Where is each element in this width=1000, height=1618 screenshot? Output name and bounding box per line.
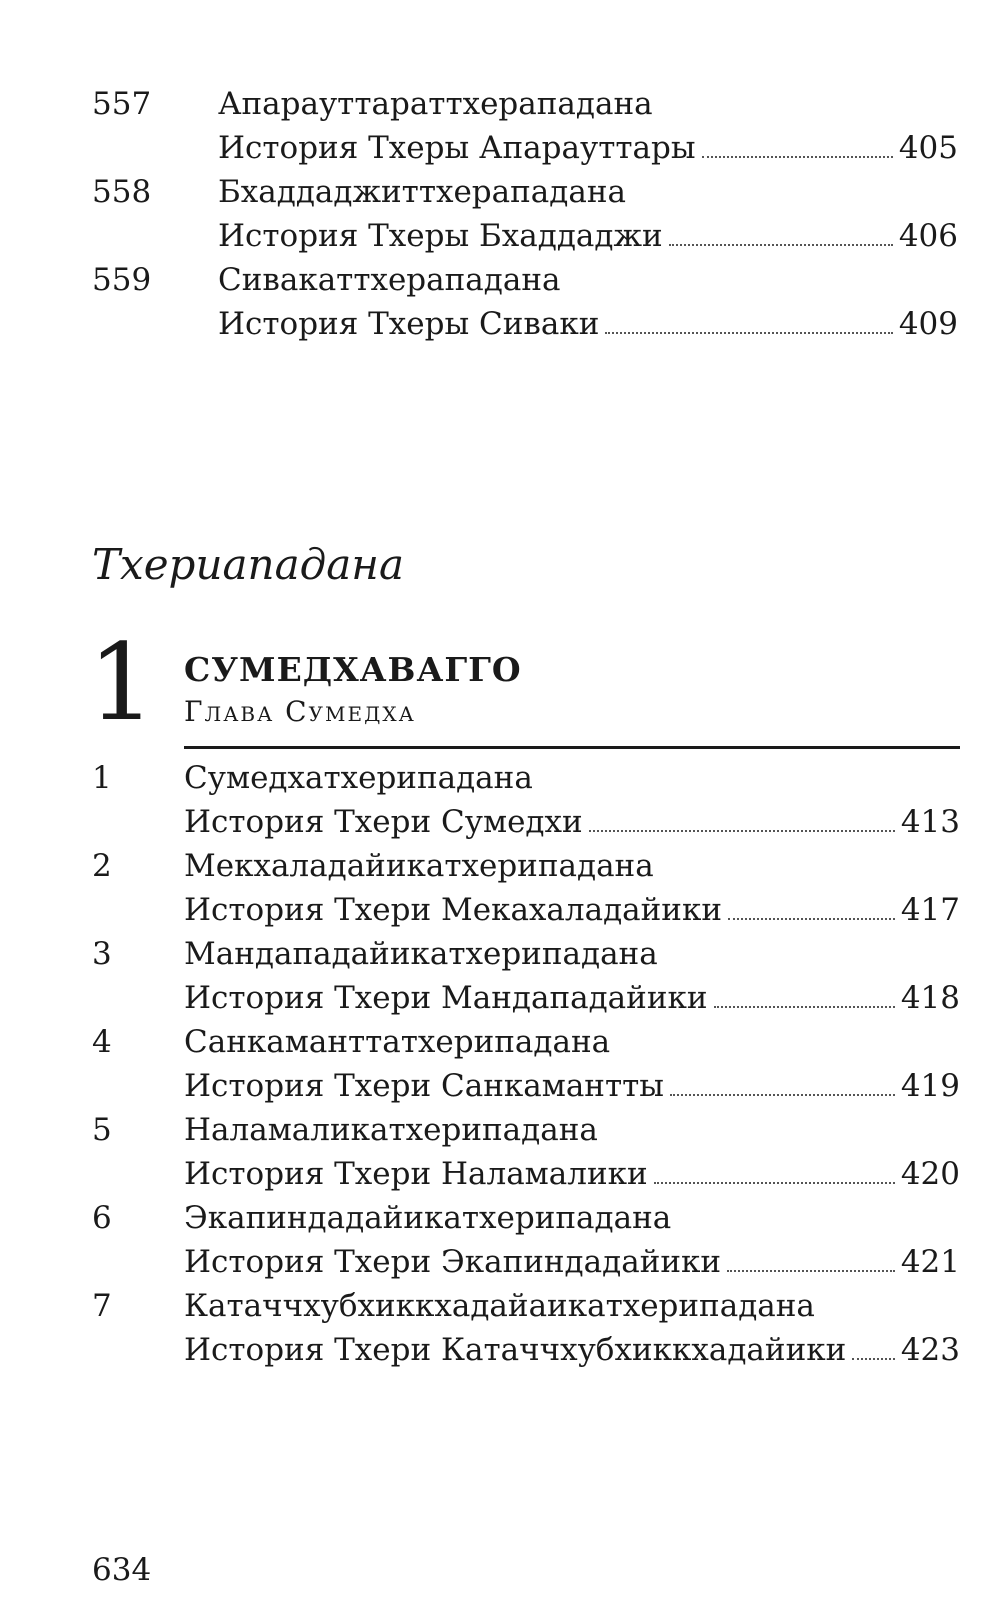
entry-subtitle-line xyxy=(184,888,960,932)
entry-title-line xyxy=(184,1108,960,1152)
entry-subtitle: История Тхеры Апарауттары xyxy=(218,130,696,166)
toc-entry xyxy=(0,258,1000,346)
toc-entry xyxy=(0,844,1000,932)
entry-title-line xyxy=(184,1020,960,1064)
entry-subtitle-line xyxy=(218,126,958,170)
entry-subtitle: История Тхери Катаччхубхиккхадайики xyxy=(184,1332,847,1368)
entry-subtitle-line xyxy=(184,976,960,1020)
dot-leader xyxy=(589,830,895,832)
entry-page: 420 xyxy=(900,1156,960,1192)
entry-number: 4 xyxy=(92,1024,112,1060)
entry-title: Мандападайикатхерипадана xyxy=(184,936,658,972)
chapter-number: 1 xyxy=(88,621,156,744)
entry-title-line xyxy=(184,1196,960,1240)
entry-title: Санкаманттатхерипадана xyxy=(184,1024,611,1060)
entry-title: Сумедхатхерипадана xyxy=(184,760,533,796)
entry-title: Апарауттараттхерападана xyxy=(218,86,653,122)
entry-subtitle: История Тхери Экапиндадайики xyxy=(184,1244,722,1280)
entry-page: 418 xyxy=(900,980,960,1016)
dot-leader xyxy=(669,244,893,246)
dot-leader xyxy=(728,918,895,920)
toc-entries-chapter xyxy=(0,756,1000,1372)
entry-number: 7 xyxy=(92,1288,112,1324)
entry-subtitle-line xyxy=(218,302,958,346)
entry-subtitle-line xyxy=(184,1152,960,1196)
toc-entry xyxy=(0,1020,1000,1108)
entry-page: 405 xyxy=(898,130,958,166)
dot-leader xyxy=(852,1358,895,1360)
entry-subtitle-line xyxy=(184,800,960,844)
entry-subtitle: История Тхеры Сиваки xyxy=(218,306,600,342)
entry-subtitle: История Тхери Мекахаладайики xyxy=(184,892,723,928)
entry-title-line xyxy=(218,82,958,126)
dot-leader xyxy=(654,1182,895,1184)
entry-number: 2 xyxy=(92,848,112,884)
entry-title: Экапиндадайикатхерипадана xyxy=(184,1200,672,1236)
section-title: Тхериападана xyxy=(92,540,404,589)
toc-entries-top xyxy=(0,82,1000,346)
toc-entry xyxy=(0,170,1000,258)
dot-leader xyxy=(605,332,892,334)
entry-page: 417 xyxy=(900,892,960,928)
entry-number: 559 xyxy=(92,262,152,298)
chapter-rule xyxy=(184,746,960,749)
entry-page: 423 xyxy=(900,1332,960,1368)
entry-number: 557 xyxy=(92,86,152,122)
chapter-title: СУМЕДХАВАГГО xyxy=(184,650,522,689)
entry-title-line xyxy=(184,932,960,976)
entry-number: 1 xyxy=(92,760,112,796)
entry-number: 3 xyxy=(92,936,112,972)
toc-entry xyxy=(0,1284,1000,1372)
entry-subtitle: История Тхери Мандападайики xyxy=(184,980,708,1016)
entry-title-line xyxy=(218,170,958,214)
entry-subtitle-line xyxy=(184,1328,960,1372)
entry-title-line xyxy=(184,1284,960,1328)
entry-subtitle: История Тхери Санкамантты xyxy=(184,1068,664,1104)
dot-leader xyxy=(702,156,893,158)
entry-number: 558 xyxy=(92,174,152,210)
entry-title: Наламаликатхерипадана xyxy=(184,1112,598,1148)
entry-title-line xyxy=(218,258,958,302)
entry-number: 6 xyxy=(92,1200,112,1236)
entry-page: 419 xyxy=(900,1068,960,1104)
chapter-subtitle: Глава Сумедха xyxy=(184,695,416,728)
entry-subtitle-line xyxy=(218,214,958,258)
toc-entry xyxy=(0,1108,1000,1196)
toc-entry xyxy=(0,756,1000,844)
toc-entry xyxy=(0,82,1000,170)
entry-subtitle: История Тхери Наламалики xyxy=(184,1156,648,1192)
entry-title: Мекхаладайикатхерипадана xyxy=(184,848,654,884)
dot-leader xyxy=(714,1006,895,1008)
dot-leader xyxy=(727,1270,895,1272)
entry-page: 413 xyxy=(900,804,960,840)
entry-subtitle-line xyxy=(184,1064,960,1108)
entry-title: Катаччхубхиккхадайаикатхерипадана xyxy=(184,1288,815,1324)
entry-subtitle: История Тхери Сумедхи xyxy=(184,804,583,840)
page-number: 634 xyxy=(92,1552,152,1588)
entry-number: 5 xyxy=(92,1112,112,1148)
entry-title: Сивакаттхерападана xyxy=(218,262,561,298)
dot-leader xyxy=(670,1094,895,1096)
entry-page: 409 xyxy=(898,306,958,342)
entry-subtitle-line xyxy=(184,1240,960,1284)
toc-entry xyxy=(0,932,1000,1020)
entry-title-line xyxy=(184,844,960,888)
entry-page: 421 xyxy=(900,1244,960,1280)
entry-title: Бхаддаджиттхерападана xyxy=(218,174,626,210)
entry-title-line xyxy=(184,756,960,800)
entry-subtitle: История Тхеры Бхаддаджи xyxy=(218,218,663,254)
entry-page: 406 xyxy=(898,218,958,254)
toc-entry xyxy=(0,1196,1000,1284)
